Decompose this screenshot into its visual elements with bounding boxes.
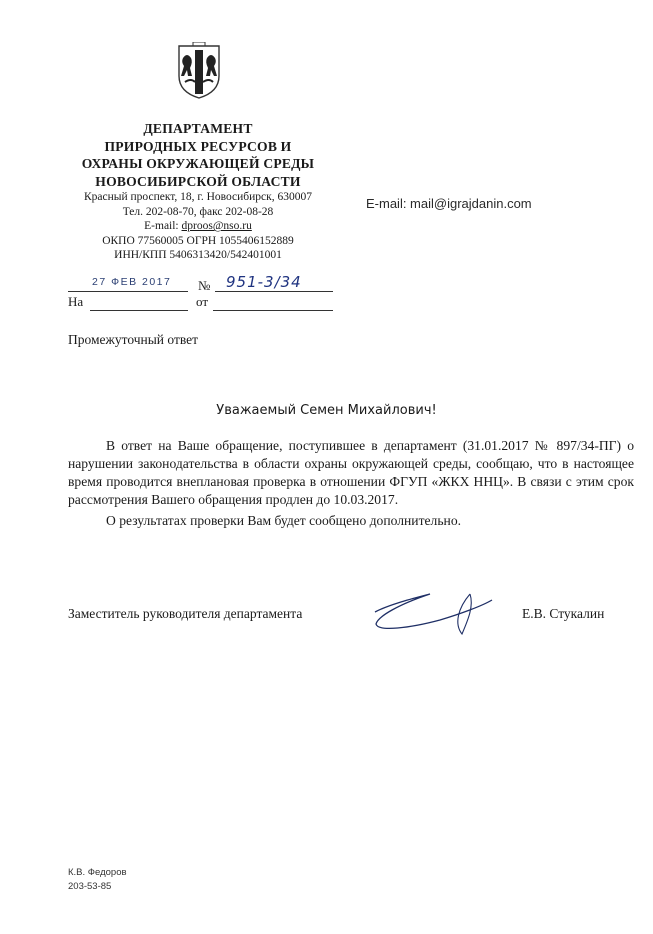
department-inn: ИНН/КПП 5406313420/542401001 [114,249,282,262]
date-underline [68,291,188,292]
department-line: ДЕПАРТАМЕНТ [143,121,253,136]
letter-body [68,437,634,530]
department-contacts [62,190,334,263]
email-link[interactable]: dproos@nso.ru [181,220,252,233]
department-line: ОХРАНЫ ОКРУЖАЮЩЕЙ СРЕДЫ [81,156,315,171]
department-line: НОВОСИБИРСКОЙ ОБЛАСТИ [95,173,301,189]
na-label: На [68,294,84,309]
department-email [62,219,334,234]
department-phone: Тел. 202-08-70, факс 202-08-28 [122,205,274,218]
recipient-email: E-mail: mail@igrajdanin.com [366,196,532,211]
ot-label: от [196,294,209,309]
number-label: № [198,278,211,293]
department-okpo: ОКПО 77560005 ОГРН 1055406152889 [102,234,294,247]
body-paragraph: В ответ на Ваше обращение, поступившее в департамент (31.01.2017 № 897/34-ПГ) о нарушении законодательства в области охраны окружающей среды, сообщаю, что в настоящее время проводится внеплановая проверка в отношении ФГУП «ЖКХ ННЦ». В связи с этим срок рассмотрения Вашего обращения продлен до 10.03.2017. [68,438,634,507]
number-underline [215,291,333,292]
executor-name: К.В. Федоров [68,867,127,878]
department-line: ПРИРОДНЫХ РЕСУРСОВ И [104,138,292,154]
date-stamp: 27 ФЕВ 2017 [92,276,172,288]
letter-subject: Промежуточный ответ [68,332,199,347]
department-address: Красный проспект, 18, г. Новосибирск, 630007 [83,191,312,203]
signatory-role: Заместитель руководителя департамента [68,606,303,621]
department-name [62,120,334,190]
na-underline [90,310,188,311]
executor-phone: 203-53-85 [68,881,112,892]
number-value: 951-3/34 [226,273,302,291]
ot-underline [213,310,333,311]
letter-greeting: Уважаемый Семен Михайлович! [216,403,437,418]
signatory-name: Е.В. Стукалин [522,606,605,621]
body-paragraph: О результатах проверки Вам будет сообщено дополнительно. [106,513,462,528]
email-label: E-mail: [144,220,179,233]
handwritten-signature [370,590,495,638]
executor-info [68,866,127,894]
novosibirsk-coat-of-arms-icon [173,42,225,100]
